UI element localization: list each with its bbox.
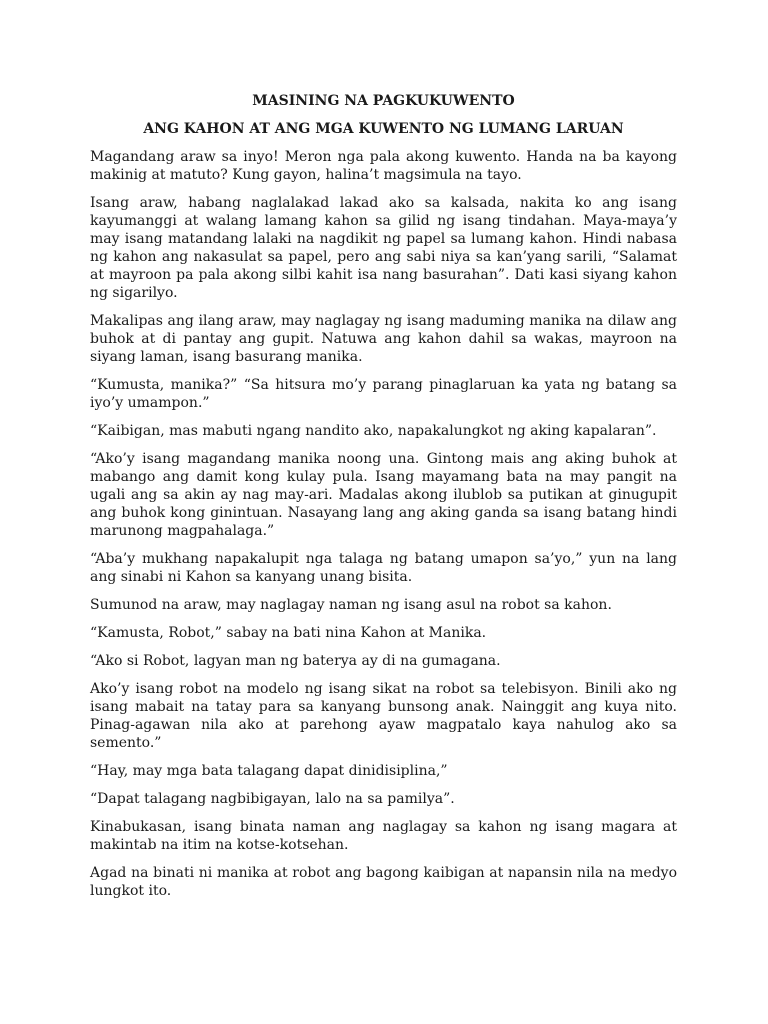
paragraph: Magandang araw sa inyo! Meron nga pala akong kuwento. Handa na ba kayong makinig at matuto? Kung gayon, halina’t magsimula na tayo.: [90, 149, 677, 183]
paragraph: Ako’y isang robot na modelo ng isang sikat na robot sa telebisyon. Binili ako ng isang mabait na tatay para sa kanyang bunsong anak. Nainggit ang kuya nito. Pinag-agawan nila ako at parehong ayaw magpatalo kaya nahulog ako sa semento.”: [90, 681, 677, 751]
paragraph: Makalipas ang ilang araw, may naglagay ng isang maduming manika na dilaw ang buhok at di pantay ang gupit. Natuwa ang kahon dahil sa wakas, mayroon na siyang laman, isang basurang manika.: [90, 313, 677, 365]
paragraph: Isang araw, habang naglalakad lakad ako sa kalsada, nakita ko ang isang kayumanggi at walang lamang kahon sa gilid ng isang tindahan. Maya-maya’y may isang matandang lalaki na nagdikit ng papel sa lumang kahon. Hindi nabasa ng kahon ang nakasulat sa papel, pero ang sabi niya sa kan’yang sarili, “Salamat at mayroon pa pala akong silbi kahit isa nang basurahan”. Dati kasi siyang kahon ng sigarilyo.: [90, 195, 677, 301]
paragraph: Agad na binati ni manika at robot ang bagong kaibigan at napansin nila na medyo lungkot ito.: [90, 865, 677, 899]
document-subtitle: ANG KAHON AT ANG MGA KUWENTO NG LUMANG LARUAN: [143, 121, 624, 137]
paragraph: “Ako si Robot, lagyan man ng baterya ay di na gumagana.: [90, 653, 501, 669]
paragraph: “Ako’y isang magandang manika noong una. Gintong mais ang aking buhok at mabango ang damit kong kulay pula. Isang mayamang bata na may pangit na ugali ang sa akin ay nag may-ari. Madalas akong ilublob sa putikan at ginugupit ang buhok kong ginintuan. Nasayang lang ang aking ganda sa isang batang hindi marunong magpahalaga.”: [90, 451, 677, 539]
document-title: MASINING NA PAGKUKUWENTO: [252, 93, 515, 109]
paragraph: “Dapat talagang nagbibigayan, lalo na sa pamilya”.: [90, 791, 455, 807]
paragraph: Kinabukasan, isang binata naman ang naglagay sa kahon ng isang magara at makintab na itim na kotse-kotsehan.: [90, 819, 677, 853]
paragraph: “Hay, may mga bata talagang dapat dinidisiplina,”: [90, 763, 448, 779]
document-page: [90, 92, 677, 910]
paragraph: Sumunod na araw, may naglagay naman ng isang asul na robot sa kahon.: [90, 597, 612, 613]
paragraph: “Aba’y mukhang napakalupit nga talaga ng batang umapon sa’yo,” yun na lang ang sinabi ni Kahon sa kanyang unang bisita.: [90, 551, 677, 585]
paragraph: “Kumusta, manika?” “Sa hitsura mo’y parang pinaglaruan ka yata ng batang sa iyo’y umampon.”: [90, 377, 677, 411]
paragraph: “Kaibigan, mas mabuti ngang nandito ako, napakalungkot ng aking kapalaran”.: [90, 423, 657, 439]
paragraph: “Kamusta, Robot,” sabay na bati nina Kahon at Manika.: [90, 625, 487, 641]
